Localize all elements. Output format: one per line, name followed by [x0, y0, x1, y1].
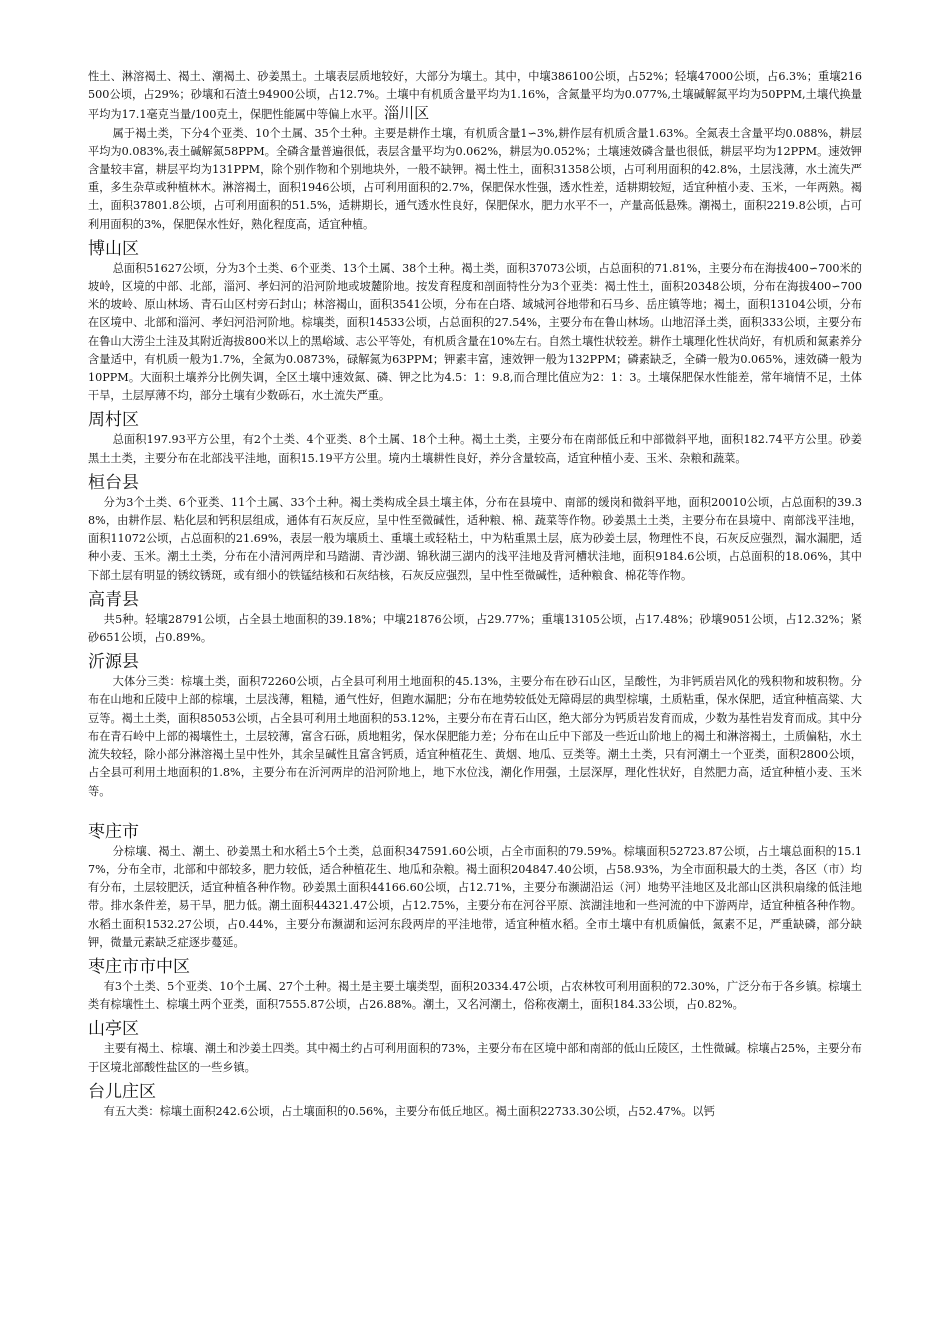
paragraph-gaoqing: 共5种。轻壤28791公顷，占全县土地面积的39.18%；中壤21876公顷，占29.77%；重壤13105公顷，占17.48%；砂壤9051公顷，占12.32%；紧砂651公顷，占0.89%。	[88, 612, 862, 645]
document-page	[88, 68, 862, 1121]
paragraph-taierzhuang: 有五大类：棕壤土面积242.6公顷，占土壤面积的0.56%，主要分布低丘地区。褐土面积22733.30公顷，占52.47%。以钙	[103, 1104, 715, 1118]
heading-shanting: 山亭区	[88, 1019, 139, 1040]
heading-huantai: 桓台县	[88, 472, 139, 493]
paragraph-yiyuan: 大体分三类：棕壤土类，面积72260公顷，占全县可利用土地面积的45.13%，主要分布在砂石山区，呈酸性，为非钙质岩风化的残积物和坡积物。分布在山地和丘陵中上部的棕壤，土层浅薄，粗糙，通气性好，但跑水漏肥；分布在地势较低处无障碍层的典型棕壤，土质粘重，保水保肥，适宜种植高粱、大豆等。褐土土类，面积85053公顷，占全县可利用土地面积的53.12%，主要分布在青石山区，绝大部分为钙质岩发育而成，少数为基性岩发育而成。其中分布在青石岭中上部的褐壤性土，土层较薄，富含石砾，质地粗劣，保水保肥能力差；分布在山丘中下部及一些近山阶地上的褐土和淋溶褐土，土质偏粘，水土流失较轻，除小部分淋溶褐土呈中性外，其余呈碱性且富含钙质，适宜种植花生、黄烟、地瓜、豆类等。潮土土类，只有河潮土一个亚类，面积2800公顷，占全县可利用土地面积的1.8%，主要分布在沂河两岸的沿河阶地上，地下水位浅，潮化作用强，土层深厚，理化性状好，自然肥力高，适宜种植小麦、玉米等。	[88, 675, 862, 798]
paragraph-zhoucun: 总面积197.93平方公里，有2个土类、4个亚类、8个土属、18个土种。褐土土类，主要分布在南部低丘和中部微斜平地，面积182.74平方公里。砂姜黑土土类，主要分布在北部浅平洼地，面积15.19平方公里。境内土壤耕性良好，养分含量较高，适宜种植小麦、玉米、杂粮和蔬菜。	[88, 433, 862, 465]
heading-yiyuan: 沂源县	[88, 652, 139, 673]
heading-zichuan: 淄川区	[384, 104, 430, 123]
paragraph-shanting: 主要有褐土、棕壤、潮土和沙姜土四类。其中褐土约占可利用面积的73%，主要分布在区境中部和南部的低山丘陵区，土性微碱。棕壤占25%，主要分布于区境北部酸性盐区的一些乡镇。	[88, 1042, 862, 1074]
paragraph-intro	[88, 68, 862, 125]
heading-gaoqing: 高青县	[88, 589, 139, 610]
paragraph-shizhong: 有3个土类、5个亚类、10个土属、27个土种。褐土是主要土壤类型，面积20334.47公顷，占农林牧可利用面积的72.30%，广泛分布于各乡镇。棕壤土类有棕壤性土、棕壤土两个亚类，面积7555.87公顷，占26.88%。潮土，又名河潮土，俗称夜潮土，面积184.33公顷，占0.82%。	[88, 979, 862, 1012]
heading-shizhong: 枣庄市市中区	[88, 956, 190, 977]
paragraph-huantai: 分为3个土类、6个亚类、11个土属、33个土种。褐土类构成全县土壤主体，分布在县境中、南部的缓岗和微斜平地，面积20010公顷，占总面积的39.38%，由耕作层、粘化层和钙积层组成，通体有石灰反应，呈中性至微碱性，适种粮、棉、蔬菜等作物。砂姜黑土土类，主要分布在县境中、南部浅平洼地，面积11072公顷，占总面积的21.69%，表层一般为壤质土、重壤土或轻粘土，中为粘重黑土层，底为砂姜土层，物理性不良，石灰反应强烈，漏水漏肥，适种小麦、玉米。潮土土类，分布在小清河两岸和马踏湖、青沙湖、锦秋湖三湖内的浅平洼地及背河槽状洼地，面积9184.6公顷，占总面积的18.06%，其中下部土层有明显的锈纹锈斑，或有细小的铁锰结核和石灰结核，石灰反应强烈，呈中性至微碱性，适种粮食、棉花等作物。	[88, 495, 862, 582]
heading-zhoucun: 周村区	[88, 410, 139, 431]
section-gap	[88, 801, 862, 817]
paragraph-zichuan: 属于褐土类，下分4个亚类、10个土属、35个土种。主要是耕作土壤，有机质含量1∽3%,耕作层有机质含量1.63%。全氮表土含量平均0.088%，耕层平均为0.083%,表土碱解氮58PPM。全磷含量普遍很低，表层含量平均为0.062%，耕层为0.052%；土壤速效磷含量也很低，耕层平均为12PPM。速效钾含量较丰富，耕层平均为131PPM，除个别作物和个别地块外，一般不缺钾。褐土性土，面积31358公顷，占可利用面积的42.8%，土层浅薄，水土流失严重，多生杂草或种植林木。淋溶褐土，面积1946公顷，占可利用面积的2.7%，保肥保水性强，透水性差，适耕期较短，适宜种植小麦、玉米，一年两熟。褐土，面积37801.8公顷，占可利用面积的51.5%，适耕期长，通气透水性良好，保肥保水，肥力水平不一，产量高低悬殊。潮褐土，面积2219.8公顷，占可利用面积的3%，保肥保水性好，熟化程度高，适宜种植。	[88, 126, 862, 231]
heading-taierzhuang: 台儿庄区	[88, 1081, 156, 1102]
intro-text: 性土、淋溶褐土、褐土、潮褐土、砂姜黑土。土壤表层质地较好，大部分为壤土。其中，中壤386100公顷，占52%；轻壤47000公顷，占6.3%；重壤216500公顷，占29%；砂壤和石渣土94900公顷，占12.7%。土壤中有机质含量平均为1.16%，含氮量平均为0.077%,土壤碱解氮平均为50PPM,土壤代换量平均为17.1毫克当量/100克土，保肥性能属中等偏上水平。	[88, 70, 862, 122]
heading-zaozhuang: 枣庄市	[88, 821, 139, 842]
paragraph-zaozhuang: 分棕壤、褐土、潮土、砂姜黑土和水稻土5个土类，总面积347591.60公顷，占全市面积的79.59%。棕壤面积52723.87公顷，占土壤总面积的15.17%，分布全市，北部和中部较多，肥力较低，适合种植花生、地瓜和杂粮。褐土面积204847.40公顷，占58.93%，为全市面积最大的土类，各区（市）均有分布，土层较肥沃，适宜种植各种作物。砂姜黑土面积44166.60公顷，占12.71%，主要分布濒湖沿运（河）地势平洼地区及北部山区洪积扇缘的低洼地带。排水条件差，易干旱，肥力低。潮土面积44321.47公顷，占12.75%，主要分布在河谷平原、滨湖洼地和一些河流的中下游两岸，适宜种植各种作物。水稻土面积1532.27公顷，占0.44%，主要分布濒湖和运河东段两岸的平洼地带，适宜种植水稻。全市土壤中有机质偏低，氮素不足，严重缺磷，部分缺钾，微量元素缺乏症逐步蔓延。	[88, 844, 862, 949]
heading-boshan: 博山区	[88, 238, 139, 259]
paragraph-boshan: 总面积51627公顷，分为3个土类、6个亚类、13个土属、38个土种。褐土类，面积37073公顷，占总面积的71.81%，主要分布在海拔400∽700米的坡岭，区境的中部、北部，淄河、孝妇河的沿河阶地或坡麓阶地。按发育程度和剖面特性分为3个亚类：褐土性土，面积20348公顷，分布在海拔400∽700米的坡岭、原山林场、青石山区村旁石封山；林溶褐山，面积3541公顷，分布在白塔、域城河谷地带和石马乡、岳庄镇等地；褐土，面积13104公顷，分布在区境中、北部和淄河、孝妇河沿河阶地。棕壤类，面积14533公顷，占总面积的27.54%，主要分布在鲁山林场。山地沼泽土类，面积333公顷，主要分布在鲁山大涝尘土洼及其附近海拔800米以上的黑峪域、志公平等处，有机质含量在10%左右。自然土壤性状较差。耕作土壤理化性状尚好，有机质和氮素养分含量适中，有机质一般为1.7%，全氮为0.0873%，碌解氮为63PPM；钾素丰富，速效钾一般为132PPM；磷素缺乏，全磷一般为0.065%，速效磷一般为10PPM。大面积土壤养分比例失调，全区土壤中速效氮、磷、钾之比为4.5：1：9.8,而合理比值应为2：1：3。土壤保肥保水性能差，常年墒情不足，土体干旱，土层厚薄不均，部分土壤有少数砾石，水土流失严重。	[88, 261, 862, 403]
